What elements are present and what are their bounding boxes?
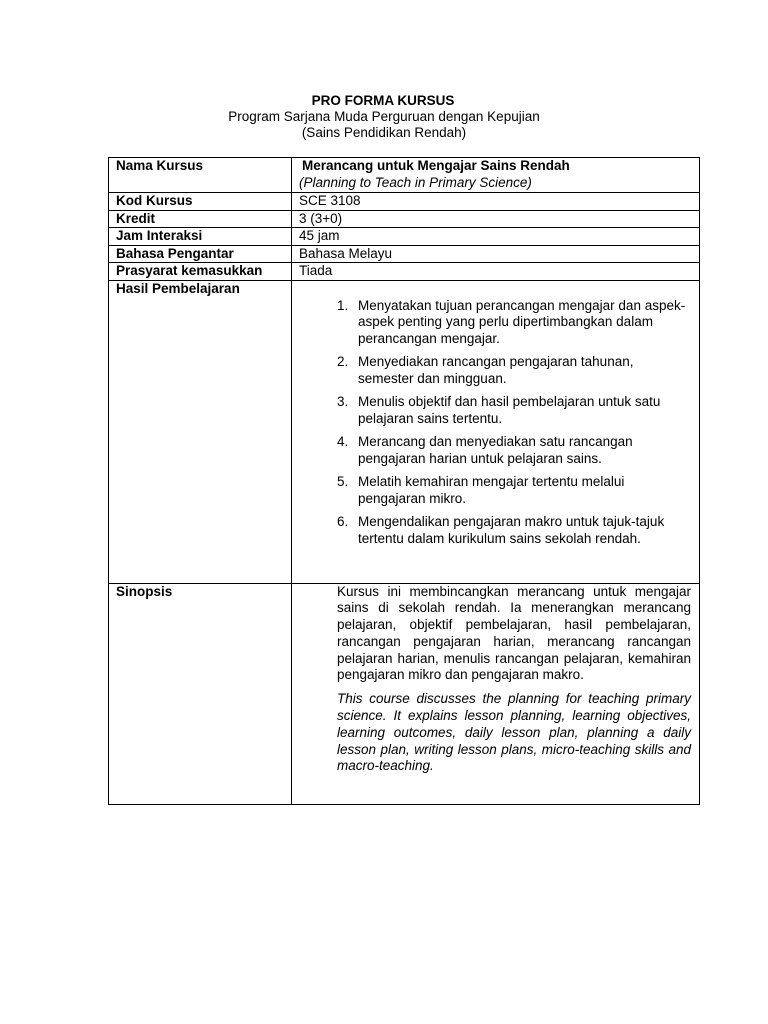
course-proforma-table: [108, 157, 700, 805]
learning-outcome-item: 2. Menyediakan rancangan pengajaran tahunan, semester dan mingguan.: [352, 354, 693, 387]
label-kredit: Kredit: [109, 210, 292, 228]
learning-outcome-item: 4. Merancang dan menyediakan satu rancangan pengajaran harian untuk pelajaran sains.: [352, 434, 693, 467]
document-title: PRO FORMA KURSUS: [311, 93, 455, 108]
row-nama-kursus: [109, 158, 700, 193]
label-nama-kursus: Nama Kursus: [109, 158, 292, 193]
value-sinopsis: [292, 583, 700, 804]
value-jam-interaksi: 45 jam: [292, 228, 700, 246]
row-jam-interaksi: [109, 228, 700, 246]
value-prasyarat: Tiada: [292, 263, 700, 281]
document-header: [0, 93, 768, 141]
label-jam-interaksi: Jam Interaksi: [109, 228, 292, 246]
row-prasyarat: [109, 263, 700, 281]
label-kod-kursus: Kod Kursus: [109, 193, 292, 211]
label-prasyarat: Prasyarat kemasukkan: [109, 263, 292, 281]
value-kredit: 3 (3+0): [292, 210, 700, 228]
label-sinopsis: Sinopsis: [109, 583, 292, 804]
program-name: Program Sarjana Muda Perguruan dengan Kepujian: [228, 109, 540, 124]
value-hasil-pembelajaran: [292, 280, 700, 583]
learning-outcome-item: 5. Melatih kemahiran mengajar tertentu melalui pengajaran mikro.: [352, 474, 693, 507]
course-name-english: (Planning to Teach in Primary Science): [299, 174, 532, 190]
synopsis-text: [299, 584, 693, 776]
synopsis-english: This course discusses the planning for teaching primary science. It explains lesson planning, learning objectives, learning outcomes, daily lesson plan, planning a daily lesson plan, writing lesson plans, micro-teaching skills and macro-teaching.: [337, 691, 691, 774]
learning-outcome-item: 3. Menulis objektif dan hasil pembelajaran untuk satu pelajaran sains tertentu.: [352, 394, 693, 427]
row-sinopsis: [109, 583, 700, 804]
label-bahasa-pengantar: Bahasa Pengantar: [109, 245, 292, 263]
label-hasil-pembelajaran: Hasil Pembelajaran: [109, 280, 292, 583]
learning-outcome-item: 6. Mengendalikan pengajaran makro untuk tajuk-tajuk tertentu dalam kurikulum sains sekolah rendah.: [352, 514, 693, 547]
row-kod-kursus: [109, 193, 700, 211]
course-name-malay: Merancang untuk Mengajar Sains Rendah: [302, 158, 570, 173]
row-kredit: [109, 210, 700, 228]
learning-outcomes-list: [299, 298, 693, 548]
learning-outcome-item: 1. Menyatakan tujuan perancangan mengajar dan aspek-aspek penting yang perlu dipertimbangkan dalam perancangan mengajar.: [352, 298, 693, 348]
row-hasil-pembelajaran: [109, 280, 700, 583]
synopsis-malay: Kursus ini membincangkan merancang untuk mengajar sains di sekolah rendah. Ia menerangkan merancang pelajaran, objektif pembelajaran, hasil pembelajaran, rancangan pengajaran harian, merancang rancangan pelajaran harian, menulis rancangan pelajaran, kemahiran pengajaran mikro dan pengajaran makro.: [337, 583, 691, 683]
program-specialization: (Sains Pendidikan Rendah): [301, 125, 467, 140]
value-kod-kursus: SCE 3108: [292, 193, 700, 211]
row-bahasa-pengantar: [109, 245, 700, 263]
value-nama-kursus: [292, 158, 700, 193]
value-bahasa-pengantar: Bahasa Melayu: [292, 245, 700, 263]
